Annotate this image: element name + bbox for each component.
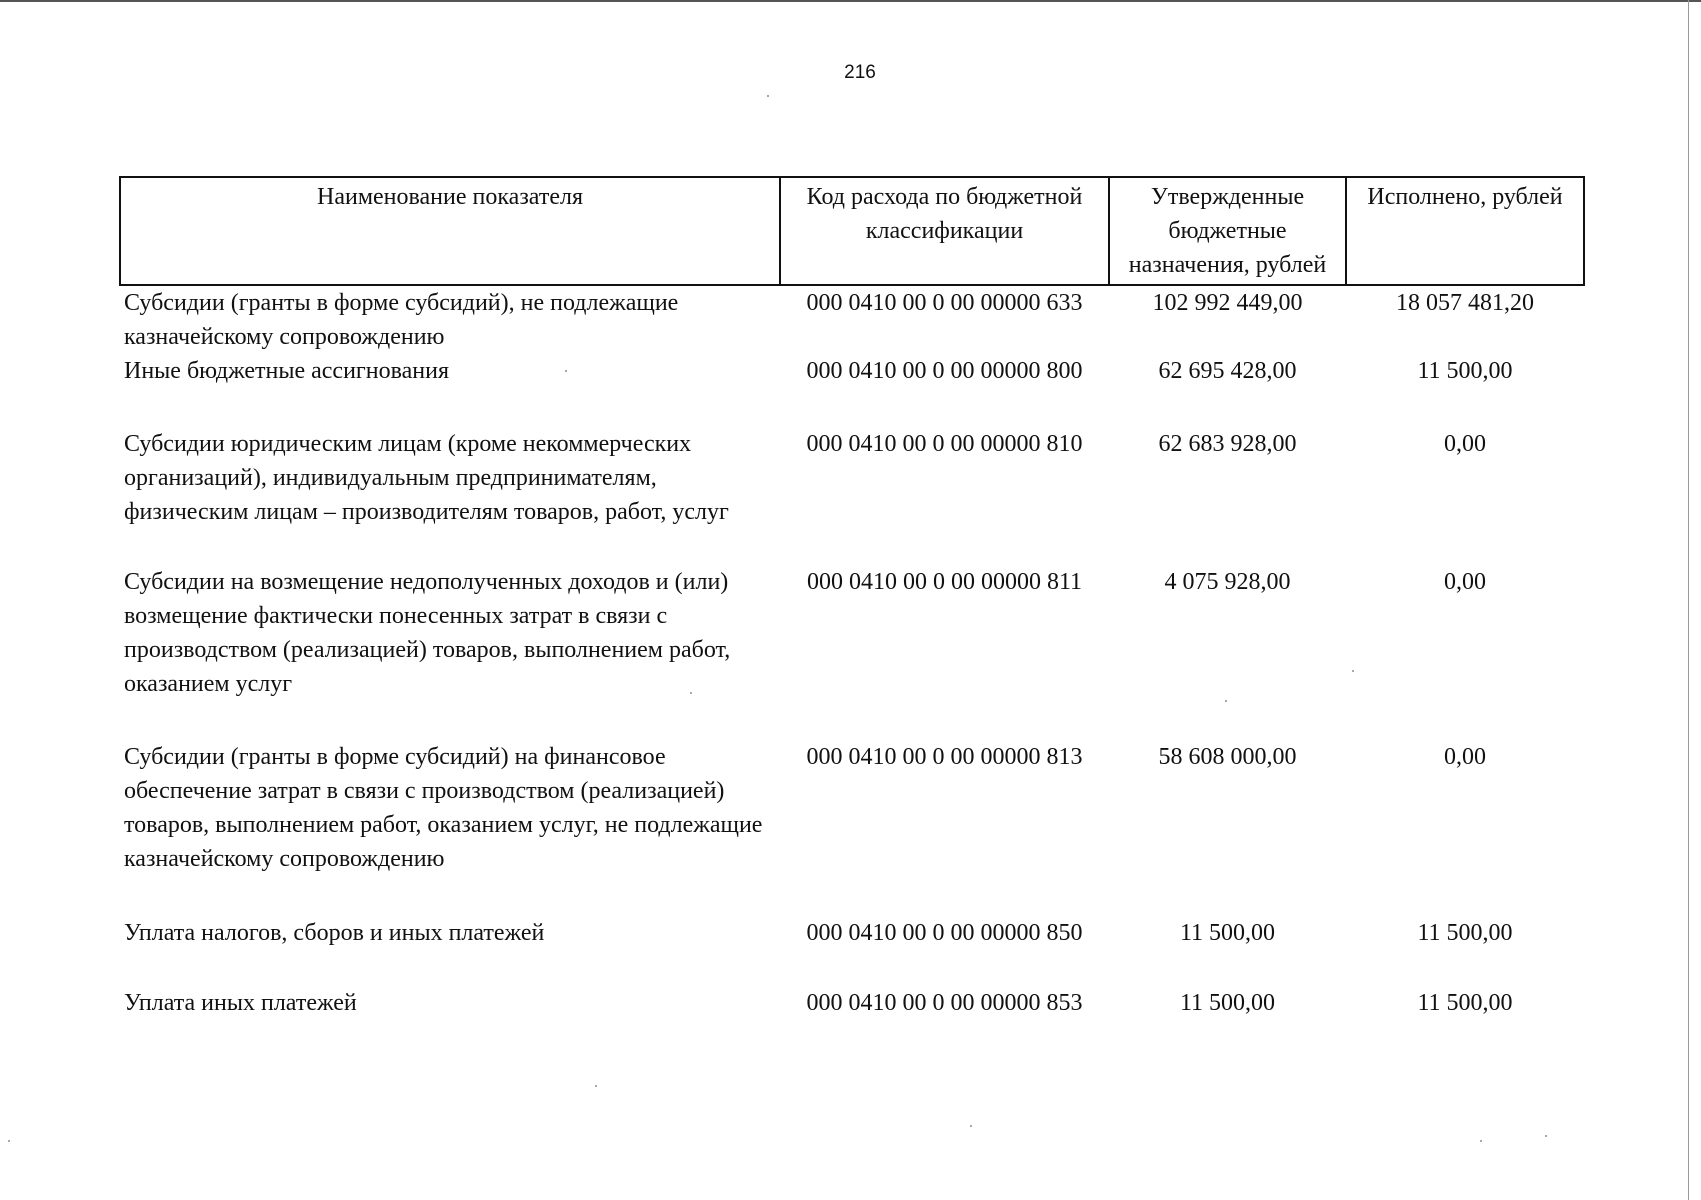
table-header-row <box>120 177 1584 285</box>
row-approved-amount: 102 992 449,00 <box>1152 290 1303 316</box>
scan-right-edge <box>1688 0 1689 1200</box>
scan-speck <box>767 95 769 97</box>
table-row <box>120 354 1584 427</box>
header-executed: Исполнено, рублей <box>1346 177 1584 285</box>
row-approved-amount: 4 075 928,00 <box>1164 569 1291 595</box>
scan-speck <box>1352 670 1354 672</box>
row-approved-amount: 62 683 928,00 <box>1158 431 1297 457</box>
scan-speck <box>1545 1135 1547 1137</box>
row-approved-amount: 62 695 428,00 <box>1158 358 1297 384</box>
row-indicator-name: Уплата иных платежей <box>124 990 357 1016</box>
header-indicator-name: Наименование показателя <box>120 177 780 285</box>
row-expense-code: 000 0410 00 0 00 00000 810 <box>806 431 1083 457</box>
row-indicator-name: Иные бюджетные ассигнования <box>124 358 449 384</box>
row-executed-amount: 0,00 <box>1444 569 1486 595</box>
row-expense-code: 000 0410 00 0 00 00000 853 <box>806 990 1083 1016</box>
scan-speck <box>595 1085 597 1087</box>
row-approved-amount: 58 608 000,00 <box>1158 744 1297 770</box>
row-expense-code: 000 0410 00 0 00 00000 800 <box>806 358 1083 384</box>
row-expense-code: 000 0410 00 0 00 00000 811 <box>806 569 1083 595</box>
table-row <box>120 740 1584 916</box>
row-indicator-name: Субсидии (гранты в форме субсидий), не подлежащие казначейскому сопровождению <box>124 290 679 350</box>
scan-speck <box>8 1140 10 1142</box>
row-executed-amount: 0,00 <box>1444 431 1486 457</box>
scan-speck <box>970 1125 972 1127</box>
header-expense-code: Код расхода по бюджетной классификации <box>780 177 1109 285</box>
row-approved-amount: 11 500,00 <box>1179 920 1276 946</box>
row-executed-amount: 11 500,00 <box>1417 920 1513 946</box>
budget-execution-table <box>119 176 1585 1036</box>
row-indicator-name: Субсидии на возмещение недополученных доходов и (или) возмещение фактически понесенных затрат в связи с производством (реализацией) товаров, выполнением работ, оказанием услуг <box>124 569 731 697</box>
table-row <box>120 427 1584 565</box>
row-approved-amount: 11 500,00 <box>1179 990 1276 1016</box>
table-row <box>120 916 1584 986</box>
row-executed-amount: 0,00 <box>1444 744 1486 770</box>
header-approved-appropriations: Утвержденные бюджетные назначения, рублей <box>1109 177 1346 285</box>
table-row <box>120 285 1584 354</box>
scan-speck <box>565 370 567 372</box>
row-expense-code: 000 0410 00 0 00 00000 850 <box>806 920 1083 946</box>
row-executed-amount: 11 500,00 <box>1417 358 1513 384</box>
scan-speck <box>690 692 692 694</box>
row-executed-amount: 18 057 481,20 <box>1396 290 1534 316</box>
row-indicator-name: Уплата налогов, сборов и иных платежей <box>124 920 545 946</box>
row-executed-amount: 11 500,00 <box>1417 990 1513 1016</box>
table-row <box>120 565 1584 740</box>
scan-speck <box>1225 700 1227 702</box>
row-indicator-name: Субсидии (гранты в форме субсидий) на финансовое обеспечение затрат в связи с производством (реализацией) товаров, выполнением работ, оказанием услуг, не подлежащие казначейскому сопровождению <box>124 744 763 872</box>
table-row <box>120 986 1584 1036</box>
row-indicator-name: Субсидии юридическим лицам (кроме некоммерческих организаций), индивидуальным предпринимателям, физическим лицам – производителям товаров, работ, услуг <box>124 431 729 525</box>
row-expense-code: 000 0410 00 0 00 00000 813 <box>806 744 1083 770</box>
scan-top-edge <box>0 0 1701 2</box>
scan-speck <box>1480 1140 1482 1142</box>
page-number: 216 <box>844 62 876 83</box>
row-expense-code: 000 0410 00 0 00 00000 633 <box>806 290 1083 316</box>
